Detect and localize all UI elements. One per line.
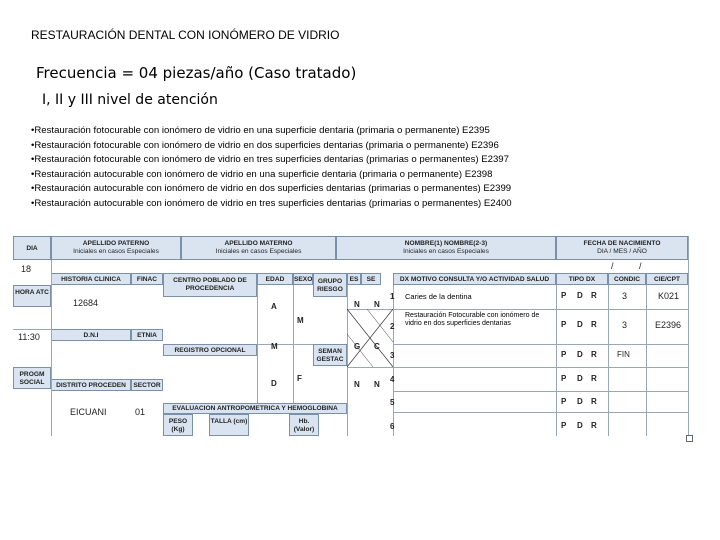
- row-number: 3: [390, 351, 395, 360]
- hora-value: 11:30: [18, 332, 40, 342]
- dx-text: Restauración Fotocurable con ionómero de vidrio en dos superficies dentarias: [405, 312, 540, 327]
- tipo-dx-p: P: [561, 421, 567, 430]
- edad-a: A: [271, 302, 277, 311]
- header-apellido-paterno: APELLIDO PATERNO Iniciales en casos Especiales: [51, 236, 181, 260]
- header-financ: FINAC: [131, 273, 163, 285]
- historia-value: 12684: [73, 298, 99, 308]
- tipo-dx-p: P: [561, 291, 567, 300]
- procedure-item: • Restauración fotocurable con ionómero de vidrio en una superficie dentaria (primaria o permanente) E2395: [31, 124, 512, 139]
- condic-value: 3: [622, 320, 628, 330]
- se-n-1: N: [374, 300, 380, 309]
- birth-slash-1: /: [611, 261, 614, 271]
- tipo-dx-d: D: [577, 291, 583, 300]
- header-progm-social: PROGM SOCIAL: [13, 367, 51, 389]
- header-peso: PESO (Kg): [163, 414, 193, 436]
- tipo-dx-d: D: [577, 397, 583, 406]
- tipo-dx-p: P: [561, 374, 567, 383]
- dx-text: Caries de la dentina: [405, 292, 472, 301]
- procedure-item: • Restauración autocurable con ionómero de vidrio en una superficie dentaria (primaria o permanente) E2398: [31, 168, 512, 183]
- procedure-item: • Restauración fotocurable con ionómero de vidrio en dos superficies dentarias (primaria o permanente) E2396: [31, 139, 512, 154]
- header-hora-atc: HORA ATC: [13, 285, 51, 307]
- header-etnia: ETNIA: [131, 329, 163, 341]
- header-hb: Hb. (Valor): [289, 414, 319, 436]
- row-number: 4: [390, 375, 395, 384]
- tipo-dx-r: R: [591, 421, 597, 430]
- his-form-excerpt: [13, 236, 688, 436]
- procedure-item: • Restauración autocurable con ionómero de vidrio en tres superficies dentarias (primarias o permanentes) E2400: [31, 197, 512, 212]
- row-number: 1: [390, 292, 395, 301]
- header-nombres: NOMBRE(1) NOMBRE(2-3) Iniciales en casos Especiales: [336, 236, 556, 260]
- es-g: G: [354, 342, 361, 351]
- header-cie-cpt: CIE/CPT: [646, 273, 688, 285]
- header-evaluacion: EVALUACION ANTROPOMETRICA Y HEMOGLOBINA: [163, 403, 347, 414]
- header-talla: TALLA (cm): [209, 414, 249, 436]
- row-number: 2: [390, 322, 395, 331]
- tipo-dx-d: D: [577, 320, 583, 329]
- tipo-dx-p: P: [561, 397, 567, 406]
- procedure-list: [31, 124, 512, 211]
- condic-value: 3: [622, 291, 628, 301]
- header-dni: D.N.I: [51, 329, 131, 341]
- header-historia-clinica: HISTORIA CLINICA: [51, 273, 131, 285]
- header-apellido-materno: APELLIDO MATERNO Iniciales en casos Especiales: [181, 236, 336, 260]
- condic-value: FIN: [617, 350, 630, 359]
- procedure-item: • Restauración fotocurable con ionómero de vidrio en tres superficies dentarias (primarias o permanentes) E2397: [31, 153, 512, 168]
- tipo-dx-r: R: [591, 320, 597, 329]
- sexo-m: M: [297, 316, 304, 325]
- header-fecha-nacimiento: FECHA DE NACIMIENTO DIA / MES / AÑO: [556, 236, 688, 260]
- se-c: C: [374, 342, 380, 351]
- sector-value: 01: [135, 407, 146, 417]
- day-value: 18: [21, 264, 32, 274]
- frequency-line: Frecuencia = 04 piezas/año (Caso tratado): [36, 64, 357, 82]
- header-sexo: SEXO: [293, 273, 313, 285]
- resize-handle[interactable]: [686, 435, 693, 442]
- tipo-dx-p: P: [561, 320, 567, 329]
- care-level: I, II y III nivel de atención: [42, 92, 218, 108]
- tipo-dx-r: R: [591, 291, 597, 300]
- tipo-dx-p: P: [561, 350, 567, 359]
- birth-slash-2: /: [639, 261, 642, 271]
- header-seman-gestac: SEMAN GESTAC: [313, 344, 347, 366]
- row-number: 6: [390, 422, 395, 431]
- edad-m: M: [271, 342, 278, 351]
- distrito-value: EICUANI: [70, 407, 107, 417]
- tipo-dx-d: D: [577, 421, 583, 430]
- header-registro-opcional: REGISTRO OPCIONAL: [163, 344, 257, 356]
- header-dia: DIA: [13, 236, 51, 260]
- edad-d: D: [271, 379, 277, 388]
- se-n-2: N: [374, 380, 380, 389]
- page-title: RESTAURACIÓN DENTAL CON IONÓMERO DE VIDRIO: [31, 28, 340, 42]
- header-tipo-dx: TIPO DX: [556, 273, 608, 285]
- tipo-dx-r: R: [591, 350, 597, 359]
- header-condic: CONDIC: [608, 273, 646, 285]
- header-centro-poblado: CENTRO POBLADO DE PROCEDENCIA: [163, 273, 257, 297]
- tipo-dx-d: D: [577, 374, 583, 383]
- tipo-dx-r: R: [591, 397, 597, 406]
- header-es: ES: [347, 273, 361, 285]
- es-n-1: N: [354, 300, 360, 309]
- sexo-f: F: [297, 374, 302, 383]
- es-n-2: N: [354, 380, 360, 389]
- header-grupo-riesgo: GRUPO RIESGO: [313, 273, 347, 297]
- row-number: 5: [390, 398, 395, 407]
- header-dx-motivo: DX MOTIVO CONSULTA Y/O ACTIVIDAD SALUD: [393, 273, 556, 285]
- header-sector: SECTOR: [131, 379, 163, 391]
- cie-code: E2396: [655, 320, 682, 330]
- header-distrito: DISTRITO PROCEDEN: [51, 379, 131, 391]
- header-se: SE: [361, 273, 381, 285]
- cie-code: K021: [658, 291, 680, 301]
- tipo-dx-d: D: [577, 350, 583, 359]
- es-se-cross-marks: [347, 309, 393, 367]
- procedure-item: • Restauración autocurable con ionómero de vidrio en dos superficies dentarias (primarias o permanentes) E2399: [31, 182, 512, 197]
- header-edad: EDAD: [257, 273, 293, 285]
- tipo-dx-r: R: [591, 374, 597, 383]
